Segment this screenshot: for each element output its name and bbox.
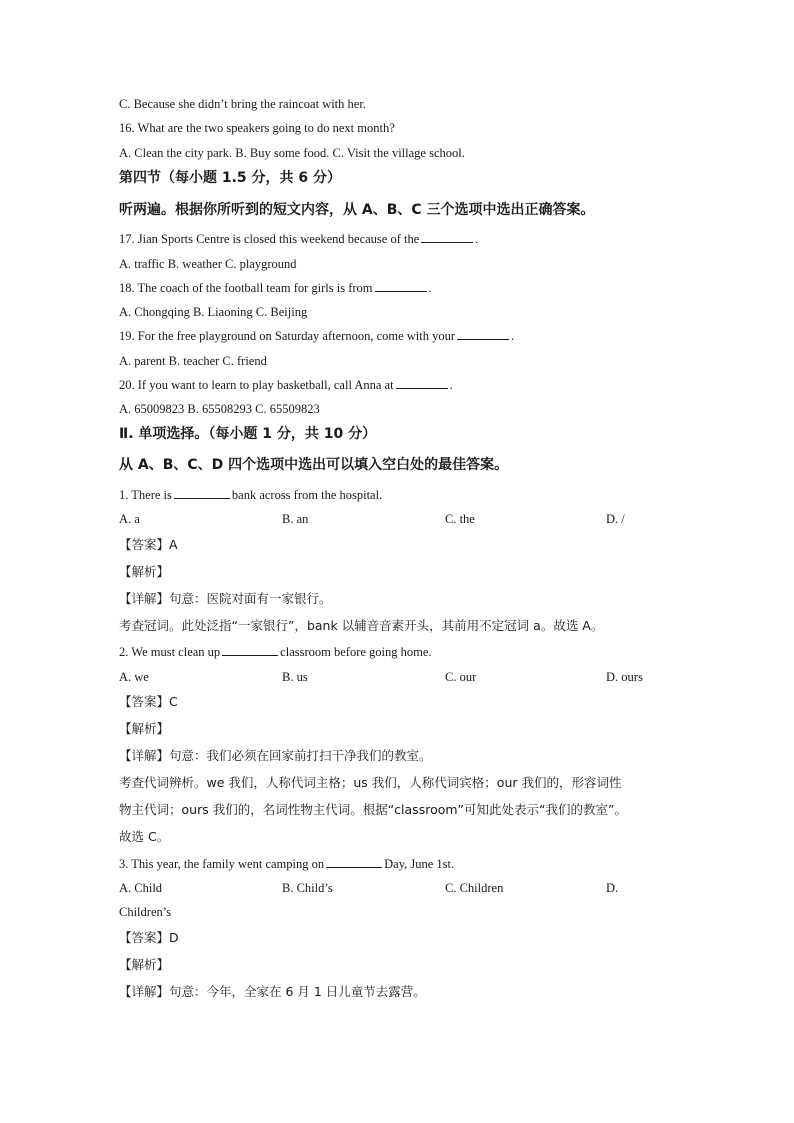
mc1-option-b: B. an xyxy=(282,512,309,526)
q18-options: A. Chongqing B. Liaoning C. Beijing xyxy=(119,305,308,319)
part2-heading: Ⅱ. 单项选择。（每小题 1 分，共 10 分） xyxy=(119,426,377,442)
mc3-option-d: D. xyxy=(606,881,619,895)
mc1-explanation: 考查冠词。此处泛指“一家银行”，bank 以辅音音素开头，其前用不定冠词 a。故选 A。 xyxy=(119,618,604,633)
q16-question: 16. What are the two speakers going to do next month? xyxy=(119,121,395,135)
mc3-option-b: B. Child’s xyxy=(282,881,333,895)
mc2-explanation-line1: 考查代词辨析。we 我们，人称代词主格；us 我们，人称代词宾格；our 我们的，形容词性 xyxy=(119,775,622,790)
part2-instruction: 从 A、B、C、D 四个选项中选出可以填入空白处的最佳答案。 xyxy=(119,457,509,473)
mc3-option-a: A. Child xyxy=(119,881,163,895)
mc2-option-b: B. us xyxy=(282,670,308,684)
mc1-answer: 【答案】A xyxy=(119,537,178,552)
mc2-question: 2. We must clean up classroom before going home. xyxy=(119,645,432,659)
mc2-analysis-label: 【解析】 xyxy=(119,721,170,736)
section4-heading: 第四节（每小题 1.5 分，共 6 分） xyxy=(119,170,342,186)
q17-question: 17. Jian Sports Centre is closed this weekend because of the . xyxy=(119,232,479,246)
mc1-question: 1. There is bank across from the hospital. xyxy=(119,488,383,502)
q17-options: A. traffic B. weather C. playground xyxy=(119,257,297,271)
q20-question: 20. If you want to learn to play basketball, call Anna at . xyxy=(119,378,453,392)
mc1-blank xyxy=(174,487,230,499)
q19-options: A. parent B. teacher C. friend xyxy=(119,354,267,368)
mc2-detail: 【详解】句意：我们必须在回家前打扫干净我们的教室。 xyxy=(119,748,432,763)
mc3-option-d-text: Children’s xyxy=(119,905,172,919)
mc2-option-a: A. we xyxy=(119,670,149,684)
q18-blank xyxy=(375,280,427,292)
q19-question: 19. For the free playground on Saturday afternoon, come with your . xyxy=(119,329,515,343)
mc3-analysis-label: 【解析】 xyxy=(119,957,170,972)
mc1-option-d: D. / xyxy=(606,512,625,526)
q20-options: A. 65009823 B. 65508293 C. 65509823 xyxy=(119,402,320,416)
mc3-detail: 【详解】句意：今年，全家在 6 月 1 日儿童节去露营。 xyxy=(119,984,426,999)
mc2-explanation-line3: 故选 C。 xyxy=(119,829,170,844)
mc3-blank xyxy=(326,856,382,868)
mc2-option-c: C. our xyxy=(445,670,477,684)
mc3-answer: 【答案】D xyxy=(119,930,179,945)
mc2-option-d: D. ours xyxy=(606,670,643,684)
mc1-option-a: A. a xyxy=(119,512,140,526)
q18-question: 18. The coach of the football team for girls is from . xyxy=(119,281,432,295)
mc2-answer: 【答案】C xyxy=(119,694,178,709)
q17-blank xyxy=(421,231,473,243)
q16-options: A. Clean the city park. B. Buy some food. C. Visit the village school. xyxy=(119,146,465,160)
q20-blank xyxy=(396,377,448,389)
q15-option-c: C. Because she didn’t bring the raincoat with her. xyxy=(119,97,366,111)
q19-blank xyxy=(457,328,509,340)
mc2-explanation-line2: 物主代词；ours 我们的，名词性物主代词。根据“classroom”可知此处表示“我们的教室”。 xyxy=(119,802,627,817)
mc3-question: 3. This year, the family went camping on Day, June 1st. xyxy=(119,857,455,871)
mc2-blank xyxy=(222,644,278,656)
section4-instruction: 听两遍。根据你所听到的短文内容，从 A、B、C 三个选项中选出正确答案。 xyxy=(119,202,595,218)
mc1-option-c: C. the xyxy=(445,512,475,526)
mc1-analysis-label: 【解析】 xyxy=(119,564,170,579)
mc1-detail: 【详解】句意：医院对面有一家银行。 xyxy=(119,591,332,606)
mc3-option-c: C. Children xyxy=(445,881,504,895)
